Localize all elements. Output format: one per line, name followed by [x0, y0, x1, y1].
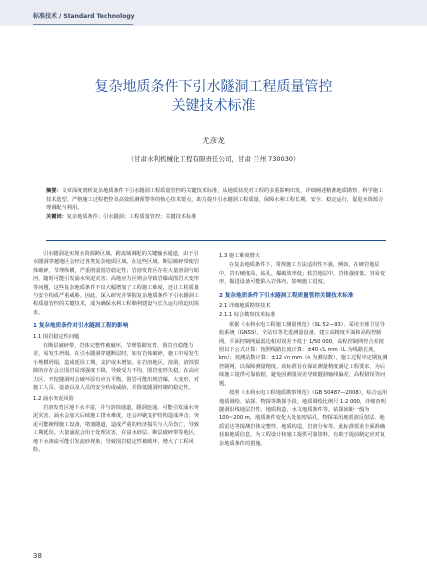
section-heading-1: 1 复杂地质条件对引水隧洞工程的影响 — [33, 323, 129, 330]
abstract-text: 文章深度剖析复杂地质条件下引水隧洞工程质量管控的关键技术标准，从地质状况对工程的多重影响出发，详细阐述精准地质勘察、科学施工技术选型、严格施工过程把控及高效监测预警等的核心技术要点，助力提升引水隧洞工程质量，保障水利工程长期、安全、稳定运行，促进水资源合理调配与利用。 — [46, 188, 384, 211]
subsection-heading-2-1-1: 2.1.1 综合勘察技术标准 — [219, 312, 276, 319]
paragraph-2-1-1b: 按照《水利水电工程地质勘察规范》（GB 50487—2008），综合运用地质调绘、钻探、物探等勘探手段。地质调绘比例尺 1:2 000，详细查明隧洞沿线地层岩性、地质构造、水文地质条件等。钻探间距一般为 100~200 m，地质条件变化大处加密钻孔，物探采用地震波反射法、地质雷达等探测岩体完整性、地质构造、岩溶分布等。此标准要求全面准确获取地质信息，为工程设计和施工提供可靠资料，有助于提前制定应对复杂地质条件的措施。 — [219, 390, 388, 447]
subsection-heading-1-3: 1.3 施工难度增大 — [219, 253, 261, 259]
article-title-line2: 关键技术标准 — [171, 98, 256, 114]
section-heading-2: 2 复杂地质条件下引水隧洞工程质量管控关键技术标准 — [219, 292, 354, 299]
author-affiliation: （甘肃水利机械化工程有限责任公司，甘肃 兰州 730030） — [127, 155, 300, 163]
keywords-label: 关键词： — [46, 213, 67, 220]
paragraph-2-1-1a: 依据《水利水电工程施工测量规范》（SL 52—93），采用全球卫星导航系统（GNSS），全站仪等先进测量设备，建立高精度平面和高程控制网。平面控制网最弱边相对误差不低于 1/50 000，高程控制网符合差按照以下公式计算：按照线路长度计算：±40 √L mm（L 为线路长度，km）；按测站数计算：±12 √n mm（n 为测站数），施工过程中定期复测控制网，以保障测量精度。该标准旨在保证测量精度满足工程要求，为后续施工提供可靠依据，避免因测量误差导致隧洞轴线偏差，高程错误等问题。 — [219, 321, 388, 387]
right-column — [219, 250, 389, 449]
page-number: 38 — [33, 552, 42, 560]
subsection-heading-1-2: 1.2 涌水突泥风险 — [33, 395, 75, 402]
left-column — [33, 250, 203, 455]
abstract-paragraph — [46, 187, 386, 213]
paragraph-1-1: 在断层破碎带，岩体完整性被破坏，节理裂隙发育，围岩自稳能力差，易发生坍塌。在引水隧洞穿越断层时，如有岩体破碎，施工中易发生小规模坍塌，造成延误工期，支护或未增加。在岩溶地区，溶洞、溶蚀裂隙的存在会让围岩局部强度下降，导致受力不均，围岩变形失稳。在高应力区，开挖隧洞时会破坏原有应力平衡，围岩可能出现岩爆，大变形，对施工人员、设备以及人员的安全构成威胁，并降低隧洞衬砌的稳定性。 — [33, 343, 200, 392]
subsection-heading-1-1: 1.1 围岩稳定性问题 — [33, 333, 80, 340]
paragraph-1-3: 在复杂地质条件下，常规施工方法适用性不强，例如，在硬岩地层中，岩石硬度高，钻孔、爆破效率低；软岩地层中，岩体强度低、容易变形，掘进设备可能陷入岩体内，影响施工进度。 — [219, 262, 386, 286]
author-name: 尤彦龙 — [202, 136, 225, 145]
section-label: 标准技术 / Standard Technology — [33, 13, 135, 20]
paragraph-1-2: 岩溶发育区地下水丰富，并与溶蚀通道，隧洞连通，可能引发涌水突泥灾害。涌水会加大后续施工排水难度，还会冲刷支护结构造成冲击；突泥可能掩埋施工设备，堵塞隧道，造成严重的经济损失与人员伤亡，导致工期延误。大量涌泥会用于处理灾害，在富水砂层、断层破碎带等地区，地下水渗流可能引发流砂现象，导致围岩稳定性被破坏，增大了工程风险。 — [33, 404, 200, 453]
abstract-divider — [46, 240, 386, 241]
keywords-text: 复杂地质条件；引水隧洞；工程质量管控；关键技术标准 — [66, 213, 197, 220]
section-header-bar — [0, 0, 427, 26]
section-label-underline — [33, 24, 133, 25]
abstract-block — [46, 187, 386, 221]
abstract-label: 摘要： — [46, 188, 62, 194]
keywords-line — [46, 213, 386, 222]
article-title-line1: 复杂地质条件下引水隧洞工程质量管控 — [94, 79, 333, 95]
subsection-heading-2-1: 2.1 详细地质勘察技术 — [219, 303, 271, 310]
intro-paragraph: 引水隧洞是实现水资源跨区域、跨流域调配的关键输水通道，由于引水隧洞穿越地区会经过各类复杂地质区域，在这些区域，断层破碎带使岩体破碎，节理纵横，严重削弱围岩稳定性；岩溶发育区存在大量溶洞与暗河，随时可能引发涌水突泥灾害；高地应力区则会导致岩爆或围岩大变形等问题，这些复杂地质条件不仅大幅增加了工程施工难度，还让工程质量与安全构成严重威胁。因此，深入研究并掌握复杂地质条件下引水隧洞工程质量管控的关键技术，成为确保水利工程顺利建设与长久运行的迫切需求。 — [33, 251, 200, 316]
